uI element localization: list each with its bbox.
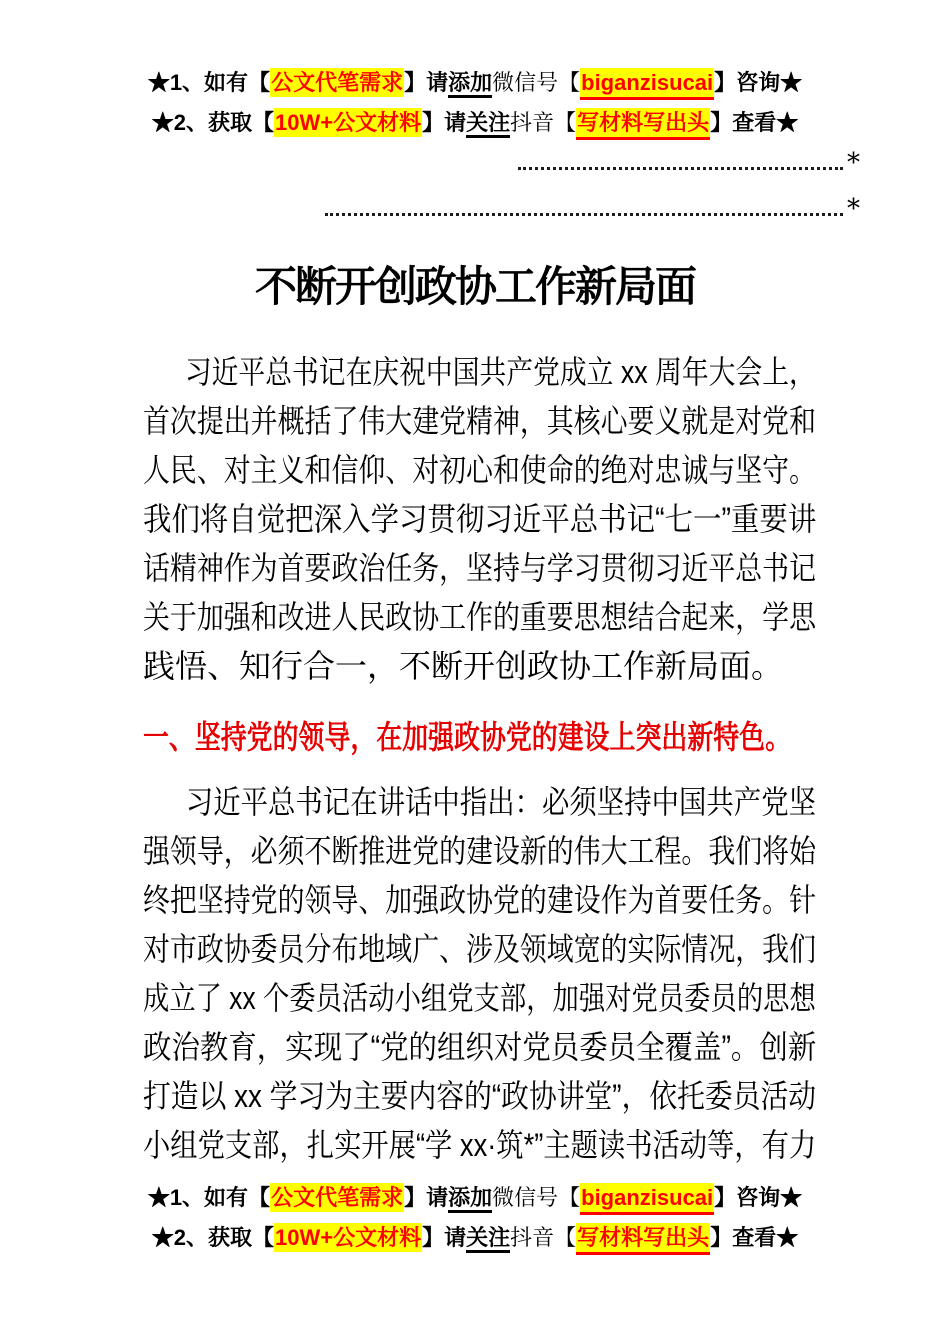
notice-text: 抖音【 [510, 110, 577, 135]
header-notice-line-1 [0, 63, 950, 103]
section-heading-text: 一、坚持党的领导，在加强政协党的建设上突出新特色。 [143, 719, 792, 755]
notice-text: ★2、获取【 [151, 1225, 275, 1250]
body-line: 成立了 xx 个委员活动小组党支部，加强对党员委员的思想 [143, 980, 816, 1016]
notice-text: 】请 [422, 1225, 467, 1250]
header-notice-line-2 [0, 103, 950, 143]
asterisk-marker: * [847, 148, 860, 178]
body-line: 打造以 xx 学习为主要内容的“政协讲堂”，依托委员活动 [143, 1078, 817, 1114]
body-line: 话精神作为首要政治任务，坚持与学习贯彻习近平总书记 [143, 550, 817, 586]
body-line: 强领导，必须不断推进党的建设新的伟大工程。我们将始 [143, 833, 817, 869]
douyin-account-name: 写材料写出头 [576, 1223, 710, 1255]
section-heading-1 [143, 713, 791, 762]
underlined-action-follow: 关注 [466, 1225, 510, 1253]
wechat-account-id: biganzisucai [580, 1183, 714, 1215]
notice-text: ★1、如有【 [147, 1185, 271, 1210]
page-title: 不断开创政协工作新局面 [254, 263, 695, 310]
highlight-keyword-materials: 10W+公文材料 [275, 1225, 422, 1250]
notice-text: 】咨询★ [714, 1185, 803, 1210]
dotted-line [325, 194, 860, 224]
body-line: 小组党支部，扎实开展“学 xx·筑*”主题读书活动等，有力 [143, 1127, 817, 1163]
footer-notice [0, 1178, 950, 1258]
notice-text: 】请 [404, 1185, 449, 1210]
body-line: 首次提出并概括了伟大建党精神，其核心要义就是对党和 [143, 403, 817, 439]
notice-text: ★2、获取【 [151, 110, 275, 135]
body-line: 终把坚持党的领导、加强政协党的建设作为首要任务。针 [143, 882, 817, 918]
body-line: 对市政协委员分布地域广、涉及领域宽的实际情况，我们 [143, 931, 817, 967]
body-line: 关于加强和改进人民政协工作的重要思想结合起来，学思 [143, 599, 817, 635]
paragraph-section-1 [143, 778, 816, 1170]
body-line: 习近平总书记在讲话中指出：必须坚持中国共产党坚 [185, 784, 817, 820]
wechat-account-id: biganzisucai [580, 68, 714, 100]
dotted-rule [325, 213, 843, 216]
footer-notice-line-2 [0, 1218, 950, 1258]
notice-text: ★1、如有【 [147, 70, 271, 95]
body-line: 践悟、知行合一，不断开创政协工作新局面。 [143, 648, 784, 684]
paragraph-intro [143, 348, 816, 691]
notice-text: 抖音【 [510, 1225, 577, 1250]
notice-text: 】查看★ [710, 110, 799, 135]
notice-text: 微信号【 [492, 1185, 581, 1210]
highlight-keyword-writing-service: 公文代笔需求 [271, 1185, 404, 1210]
underlined-action-add: 添加 [448, 70, 492, 98]
underlined-action-add: 添加 [448, 1185, 492, 1213]
header-notice [0, 63, 950, 143]
underlined-action-follow: 关注 [466, 110, 510, 138]
highlight-keyword-writing-service: 公文代笔需求 [271, 70, 404, 95]
notice-text: 微信号【 [492, 70, 581, 95]
footer-notice-line-1 [0, 1178, 950, 1218]
douyin-account-name: 写材料写出头 [576, 108, 710, 140]
dotted-line [518, 148, 860, 178]
notice-text: 】请 [422, 110, 467, 135]
body-line: 政治教育，实现了“党的组织对党员委员全覆盖”。创新 [143, 1029, 817, 1065]
asterisk-marker: * [847, 194, 860, 224]
body-line: 习近平总书记在庆祝中国共产党成立 xx 周年大会上， [184, 354, 816, 390]
highlight-keyword-materials: 10W+公文材料 [275, 110, 422, 135]
dotted-rule [518, 167, 843, 170]
notice-text: 】请 [404, 70, 449, 95]
body-line: 人民、对主义和信仰、对初心和使命的绝对忠诚与坚守。 [143, 452, 817, 488]
body-line: 我们将自觉把深入学习贯彻习近平总书记“七一”重要讲 [143, 501, 817, 537]
notice-text: 】咨询★ [714, 70, 803, 95]
notice-text: 】查看★ [710, 1225, 799, 1250]
